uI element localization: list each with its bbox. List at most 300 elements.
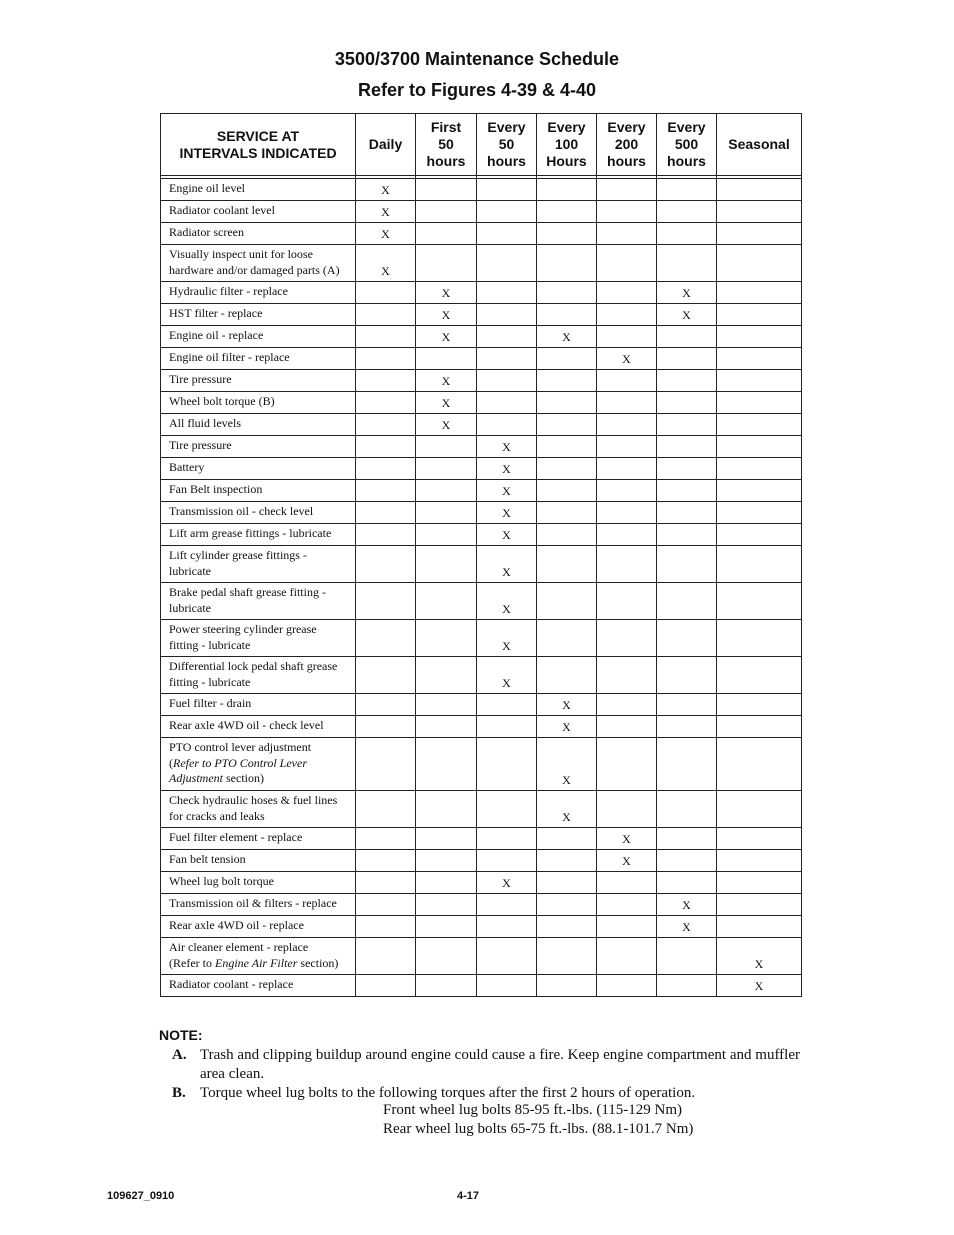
interval-cell <box>477 436 537 458</box>
interval-cell <box>356 458 416 480</box>
interval-cell <box>416 223 477 245</box>
interval-cell <box>477 975 537 997</box>
service-task <box>161 414 356 436</box>
table-row <box>161 620 802 657</box>
interval-cell <box>477 620 537 657</box>
service-task <box>161 304 356 326</box>
service-task <box>161 620 356 657</box>
interval-cell <box>717 975 802 997</box>
service-task-text: hardware and/or damaged parts (A) <box>169 262 340 277</box>
interval-cell <box>597 657 657 694</box>
interval-cell <box>416 938 477 975</box>
interval-cell <box>537 480 597 502</box>
service-task <box>161 524 356 546</box>
interval-cell <box>416 201 477 223</box>
service-task-text: ( <box>169 755 173 770</box>
interval-cell <box>537 546 597 583</box>
service-task-text: (Refer to <box>169 955 215 970</box>
service-task <box>161 282 356 304</box>
service-task-text: All fluid levels <box>169 416 241 430</box>
service-task-text: Visually inspect unit for loose <box>169 247 313 261</box>
interval-cell <box>477 872 537 894</box>
interval-cell <box>356 657 416 694</box>
service-task-text: Fan Belt inspection <box>169 482 263 496</box>
service-task-text: Tire pressure <box>169 372 232 386</box>
column-header-line: INTERVALS INDICATED <box>179 144 337 161</box>
service-task <box>161 916 356 938</box>
interval-cell <box>657 694 717 716</box>
interval-mark: X <box>502 875 511 890</box>
table-row <box>161 938 802 975</box>
interval-cell <box>356 179 416 201</box>
table-row <box>161 546 802 583</box>
interval-cell <box>717 304 802 326</box>
interval-cell <box>537 738 597 791</box>
service-task <box>161 716 356 738</box>
interval-cell <box>477 502 537 524</box>
interval-cell <box>537 894 597 916</box>
service-task-text: Transmission oil - check level <box>169 504 314 518</box>
service-task-text: Wheel lug bolt torque <box>169 874 274 888</box>
interval-cell <box>717 458 802 480</box>
interval-cell <box>717 201 802 223</box>
service-task-text: Differential lock pedal shaft grease <box>169 659 338 673</box>
table-row <box>161 850 802 872</box>
interval-cell <box>477 414 537 436</box>
interval-cell <box>657 282 717 304</box>
interval-cell <box>717 436 802 458</box>
column-header-line: Daily <box>368 136 403 152</box>
service-task <box>161 546 356 583</box>
service-task <box>161 850 356 872</box>
note-a <box>172 1046 800 1084</box>
column-header-line: hours <box>487 153 526 169</box>
service-task <box>161 223 356 245</box>
interval-cell <box>657 938 717 975</box>
interval-cell <box>416 524 477 546</box>
interval-cell <box>537 414 597 436</box>
column-header-line: hours <box>667 153 706 169</box>
page-subtitle: Refer to Figures 4-39 & 4-40 <box>357 80 597 100</box>
interval-cell <box>477 458 537 480</box>
interval-cell <box>356 245 416 282</box>
note-b <box>172 1084 800 1103</box>
interval-mark: X <box>622 351 631 366</box>
column-header-line: Hours <box>546 153 587 169</box>
interval-cell <box>657 975 717 997</box>
service-task-text: Check hydraulic hoses & fuel lines <box>169 793 338 807</box>
column-header-line: Every <box>487 119 526 135</box>
service-task <box>161 326 356 348</box>
service-task-text: PTO control lever adjustment <box>169 740 312 754</box>
interval-cell <box>597 524 657 546</box>
column-header-line: Seasonal <box>728 136 790 152</box>
interval-cell <box>477 894 537 916</box>
interval-cell <box>477 916 537 938</box>
interval-mark: X <box>502 601 511 616</box>
service-task-text: Fuel filter - drain <box>169 696 252 710</box>
table-row <box>161 304 802 326</box>
interval-cell <box>657 850 717 872</box>
interval-cell <box>597 304 657 326</box>
interval-cell <box>356 223 416 245</box>
interval-cell <box>537 348 597 370</box>
interval-cell <box>657 304 717 326</box>
service-task-text: fitting - lubricate <box>169 637 251 652</box>
interval-cell <box>477 480 537 502</box>
interval-mark: X <box>381 263 390 278</box>
interval-cell <box>416 620 477 657</box>
interval-mark: X <box>754 978 764 993</box>
interval-cell <box>356 791 416 828</box>
column-header-line: Every <box>607 119 646 135</box>
column-header <box>597 114 657 176</box>
interval-cell <box>717 657 802 694</box>
interval-cell <box>416 916 477 938</box>
service-task-text: Lift cylinder grease fittings - <box>169 548 307 562</box>
interval-cell <box>597 223 657 245</box>
interval-cell <box>597 348 657 370</box>
note-b-front-torque: Front wheel lug bolts 85-95 ft.-lbs. (115-129 Nm) <box>383 1102 682 1118</box>
interval-cell <box>416 850 477 872</box>
interval-cell <box>657 348 717 370</box>
column-header <box>537 114 597 176</box>
service-task-text: section) <box>223 771 264 785</box>
column-header <box>161 114 356 176</box>
service-task-text: Engine oil filter - replace <box>169 350 290 364</box>
maintenance-schedule-table <box>160 113 802 997</box>
interval-cell <box>597 370 657 392</box>
table-row <box>161 179 802 201</box>
interval-cell <box>717 716 802 738</box>
interval-cell <box>657 828 717 850</box>
column-header-line: 50 <box>498 136 515 152</box>
interval-cell <box>537 245 597 282</box>
interval-mark: X <box>502 505 511 520</box>
interval-cell <box>477 304 537 326</box>
service-task-text: Lift arm grease fittings - lubricate <box>169 526 332 540</box>
interval-cell <box>477 583 537 620</box>
column-header-line: hours <box>426 153 466 169</box>
interval-cell <box>657 657 717 694</box>
interval-mark: X <box>502 527 511 542</box>
interval-cell <box>657 620 717 657</box>
interval-cell <box>356 894 416 916</box>
interval-cell <box>597 975 657 997</box>
service-task-text: Engine Air Filter <box>214 955 298 970</box>
interval-cell <box>416 179 477 201</box>
interval-cell <box>597 894 657 916</box>
service-task-text: section) <box>297 955 339 970</box>
interval-cell <box>356 326 416 348</box>
interval-cell <box>717 894 802 916</box>
service-task <box>161 657 356 694</box>
service-task-text: lubricate <box>169 563 211 578</box>
column-header-line: Every <box>667 119 706 135</box>
interval-cell <box>477 791 537 828</box>
interval-mark: X <box>381 226 390 241</box>
interval-cell <box>537 716 597 738</box>
service-task <box>161 370 356 392</box>
table-row <box>161 223 802 245</box>
interval-cell <box>597 850 657 872</box>
interval-cell <box>356 282 416 304</box>
table-row <box>161 458 802 480</box>
interval-mark: X <box>622 831 631 846</box>
column-header <box>717 114 802 176</box>
interval-cell <box>477 738 537 791</box>
interval-cell <box>477 282 537 304</box>
column-header-line: 100 <box>554 136 579 152</box>
column-header-line: SERVICE AT <box>216 127 300 144</box>
interval-mark: X <box>682 285 691 300</box>
service-task-text: Radiator screen <box>169 225 244 239</box>
interval-cell <box>356 738 416 791</box>
interval-cell <box>657 223 717 245</box>
interval-cell <box>356 583 416 620</box>
interval-cell <box>657 414 717 436</box>
interval-cell <box>597 326 657 348</box>
interval-cell <box>356 524 416 546</box>
table-row <box>161 894 802 916</box>
note-b-label: B. <box>172 1085 186 1101</box>
interval-cell <box>537 583 597 620</box>
interval-cell <box>657 894 717 916</box>
note-b-text: Torque wheel lug bolts to the following torques after the first 2 hours of operation. <box>200 1085 696 1101</box>
interval-cell <box>477 938 537 975</box>
interval-cell <box>597 738 657 791</box>
interval-cell <box>537 975 597 997</box>
table-row <box>161 583 802 620</box>
interval-cell <box>597 392 657 414</box>
interval-cell <box>657 179 717 201</box>
interval-mark: X <box>502 675 511 690</box>
service-task <box>161 245 356 282</box>
interval-cell <box>416 975 477 997</box>
service-task-text: Wheel bolt torque (B) <box>169 394 275 408</box>
interval-cell <box>717 850 802 872</box>
service-task <box>161 872 356 894</box>
interval-cell <box>717 245 802 282</box>
service-task-text: for cracks and leaks <box>169 808 265 823</box>
interval-cell <box>356 201 416 223</box>
interval-cell <box>657 502 717 524</box>
interval-cell <box>356 304 416 326</box>
interval-cell <box>597 436 657 458</box>
interval-cell <box>477 657 537 694</box>
column-header-line: 50 <box>438 136 454 152</box>
interval-cell <box>657 524 717 546</box>
interval-cell <box>356 392 416 414</box>
interval-cell <box>537 694 597 716</box>
service-task-text: Adjustment <box>169 771 223 785</box>
interval-cell <box>356 872 416 894</box>
interval-cell <box>657 738 717 791</box>
interval-cell <box>717 480 802 502</box>
interval-cell <box>657 201 717 223</box>
service-task <box>161 392 356 414</box>
interval-mark: X <box>441 417 451 432</box>
interval-cell <box>537 282 597 304</box>
footer-doc-number: 109627_0910 <box>107 1190 175 1202</box>
interval-cell <box>717 938 802 975</box>
service-task <box>161 179 356 201</box>
interval-cell <box>537 201 597 223</box>
column-header-line: 500 <box>674 136 699 152</box>
table-row <box>161 657 802 694</box>
interval-mark: X <box>562 809 571 824</box>
table-row <box>161 245 802 282</box>
service-task-text: Rear axle 4WD oil - check level <box>169 718 324 732</box>
interval-cell <box>356 348 416 370</box>
table-row <box>161 975 802 997</box>
interval-mark: X <box>562 329 571 344</box>
interval-cell <box>597 282 657 304</box>
interval-cell <box>356 620 416 657</box>
interval-cell <box>356 716 416 738</box>
interval-cell <box>597 179 657 201</box>
interval-cell <box>416 326 477 348</box>
interval-cell <box>597 828 657 850</box>
table-row <box>161 502 802 524</box>
service-task <box>161 502 356 524</box>
service-task <box>161 894 356 916</box>
service-task <box>161 583 356 620</box>
interval-cell <box>717 872 802 894</box>
interval-cell <box>477 828 537 850</box>
interval-cell <box>416 436 477 458</box>
table-row <box>161 791 802 828</box>
table-row <box>161 872 802 894</box>
service-task-text: Refer to PTO Control Lever <box>173 755 307 770</box>
service-task <box>161 201 356 223</box>
interval-cell <box>416 716 477 738</box>
interval-cell <box>416 480 477 502</box>
interval-cell <box>356 546 416 583</box>
interval-cell <box>717 738 802 791</box>
interval-cell <box>356 502 416 524</box>
service-task <box>161 791 356 828</box>
interval-mark: X <box>562 719 571 734</box>
service-task-text: Air cleaner element - replace <box>169 940 309 954</box>
interval-cell <box>657 370 717 392</box>
column-header <box>657 114 717 176</box>
interval-cell <box>537 304 597 326</box>
interval-mark: X <box>502 638 511 653</box>
interval-cell <box>356 938 416 975</box>
interval-cell <box>356 480 416 502</box>
table-row <box>161 694 802 716</box>
interval-cell <box>477 694 537 716</box>
service-task-text: Radiator coolant - replace <box>169 977 294 991</box>
interval-cell <box>657 583 717 620</box>
note-b-rear-torque: Rear wheel lug bolts 65-75 ft.-lbs. (88.1-101.7 Nm) <box>383 1121 694 1137</box>
interval-cell <box>717 179 802 201</box>
service-task-text: Rear axle 4WD oil - replace <box>169 918 304 932</box>
interval-cell <box>717 916 802 938</box>
column-header-line: 200 <box>614 136 639 152</box>
interval-cell <box>537 938 597 975</box>
service-task-text: Power steering cylinder grease <box>169 622 317 636</box>
interval-cell <box>597 502 657 524</box>
table-row <box>161 716 802 738</box>
interval-cell <box>597 716 657 738</box>
interval-cell <box>477 392 537 414</box>
interval-cell <box>537 828 597 850</box>
interval-mark: X <box>502 483 511 498</box>
interval-cell <box>537 223 597 245</box>
interval-mark: X <box>754 956 764 971</box>
interval-cell <box>717 282 802 304</box>
column-header <box>356 114 416 176</box>
service-task-text: Engine oil - replace <box>169 328 264 342</box>
interval-cell <box>537 502 597 524</box>
interval-cell <box>597 414 657 436</box>
interval-cell <box>717 546 802 583</box>
interval-cell <box>416 694 477 716</box>
interval-cell <box>717 694 802 716</box>
interval-cell <box>416 414 477 436</box>
service-task-text: lubricate <box>169 600 211 615</box>
interval-mark: X <box>562 697 571 712</box>
service-task-text: Tire pressure <box>169 438 232 452</box>
interval-cell <box>657 872 717 894</box>
interval-mark: X <box>381 204 390 219</box>
interval-cell <box>477 201 537 223</box>
service-task <box>161 348 356 370</box>
interval-cell <box>356 975 416 997</box>
interval-cell <box>416 872 477 894</box>
interval-cell <box>416 791 477 828</box>
service-task-text: fitting - lubricate <box>169 674 251 689</box>
interval-cell <box>597 583 657 620</box>
interval-cell <box>416 370 477 392</box>
interval-cell <box>356 850 416 872</box>
interval-cell <box>717 414 802 436</box>
interval-cell <box>597 480 657 502</box>
interval-cell <box>717 828 802 850</box>
interval-cell <box>717 502 802 524</box>
interval-cell <box>477 348 537 370</box>
interval-cell <box>537 436 597 458</box>
service-task-text: Fuel filter element - replace <box>169 830 303 844</box>
interval-cell <box>477 716 537 738</box>
service-task <box>161 828 356 850</box>
interval-cell <box>717 223 802 245</box>
interval-cell <box>597 872 657 894</box>
interval-cell <box>717 791 802 828</box>
service-task <box>161 458 356 480</box>
interval-cell <box>657 916 717 938</box>
interval-mark: X <box>682 307 691 322</box>
table-row <box>161 282 802 304</box>
service-task-text: Radiator coolant level <box>169 203 275 217</box>
service-task-text: Fan belt tension <box>169 852 246 866</box>
interval-cell <box>356 436 416 458</box>
column-header-line: Every <box>547 119 586 135</box>
interval-cell <box>416 304 477 326</box>
column-header-line: First <box>430 119 462 135</box>
interval-cell <box>597 791 657 828</box>
service-task-text: Battery <box>169 460 205 474</box>
interval-cell <box>717 392 802 414</box>
service-task <box>161 738 356 791</box>
table-row <box>161 828 802 850</box>
service-task-text: Transmission oil & filters - replace <box>169 896 337 910</box>
interval-mark: X <box>502 564 511 579</box>
interval-cell <box>356 694 416 716</box>
table-row <box>161 326 802 348</box>
